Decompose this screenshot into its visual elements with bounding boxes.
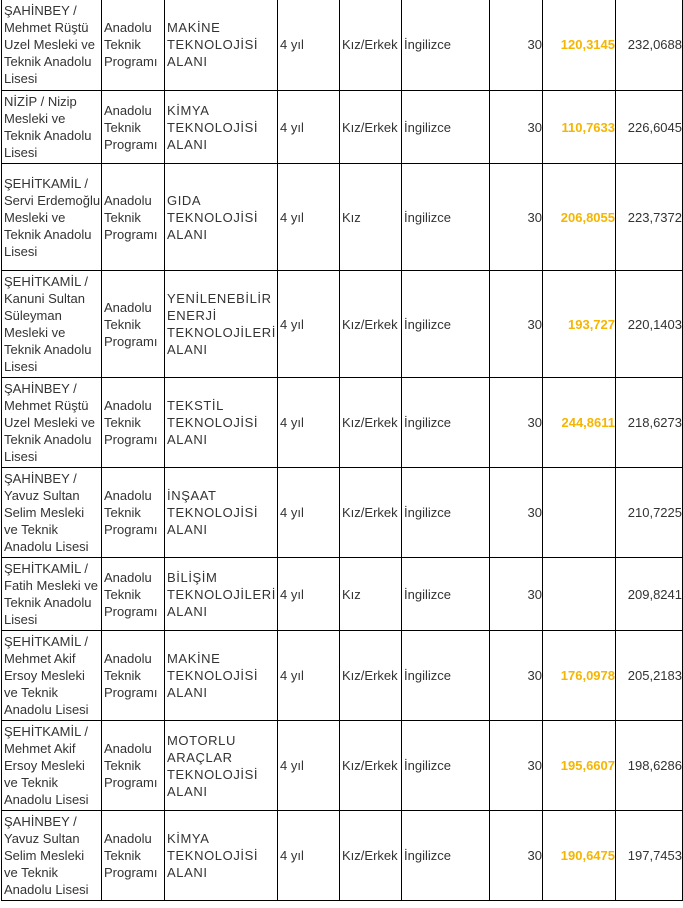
gender-cell: Kız/Erkek	[340, 721, 402, 811]
school-name-cell: NİZİP / Nizip Mesleki ve Teknik Anadolu Lisesi	[2, 91, 102, 164]
table-row	[2, 721, 683, 811]
field-name-cell: KİMYA TEKNOLOJİSİ ALANI	[165, 811, 278, 901]
language-cell: İngilizce	[402, 0, 490, 91]
score-cell: 220,1403	[616, 271, 683, 378]
highlighted-score-cell	[543, 468, 616, 558]
school-name-cell: ŞEHİTKAMİL / Servi Erdemoğlu Mesleki ve Teknik Anadolu Lisesi	[2, 164, 102, 271]
field-name-cell: MOTORLU ARAÇLAR TEKNOLOJİSİ ALANI	[165, 721, 278, 811]
highlighted-score-cell: 120,3145	[543, 0, 616, 91]
table-row	[2, 811, 683, 901]
program-type-cell: Anadolu Teknik Programı	[102, 631, 165, 721]
gender-cell: Kız/Erkek	[340, 811, 402, 901]
program-type-cell: Anadolu Teknik Programı	[102, 271, 165, 378]
language-cell: İngilizce	[402, 631, 490, 721]
score-cell: 226,6045	[616, 91, 683, 164]
gender-cell: Kız/Erkek	[340, 378, 402, 468]
score-cell: 209,8241	[616, 558, 683, 631]
school-name-cell: ŞEHİTKAMİL / Kanuni Sultan Süleyman Mesleki ve Teknik Anadolu Lisesi	[2, 271, 102, 378]
language-cell: İngilizce	[402, 378, 490, 468]
gender-cell: Kız	[340, 558, 402, 631]
school-name-cell: ŞAHİNBEY / Yavuz Sultan Selim Mesleki ve Teknik Anadolu Lisesi	[2, 811, 102, 901]
program-type-cell: Anadolu Teknik Programı	[102, 811, 165, 901]
table-row	[2, 468, 683, 558]
table-row	[2, 164, 683, 271]
highlighted-score-cell: 190,6475	[543, 811, 616, 901]
score-cell: 223,7372	[616, 164, 683, 271]
quota-cell: 30	[490, 721, 543, 811]
language-cell: İngilizce	[402, 811, 490, 901]
field-name-cell: KİMYA TEKNOLOJİSİ ALANI	[165, 91, 278, 164]
field-name-cell: MAKİNE TEKNOLOJİSİ ALANI	[165, 631, 278, 721]
score-cell: 210,7225	[616, 468, 683, 558]
quota-cell: 30	[490, 558, 543, 631]
table-row	[2, 378, 683, 468]
gender-cell: Kız	[340, 164, 402, 271]
quota-cell: 30	[490, 468, 543, 558]
field-name-cell: GIDA TEKNOLOJİSİ ALANI	[165, 164, 278, 271]
table-row	[2, 631, 683, 721]
field-name-cell: MAKİNE TEKNOLOJİSİ ALANI	[165, 0, 278, 91]
school-name-cell: ŞAHİNBEY / Mehmet Rüştü Uzel Mesleki ve Teknik Anadolu Lisesi	[2, 378, 102, 468]
school-name-cell: ŞEHİTKAMİL / Mehmet Akif Ersoy Mesleki ve Teknik Anadolu Lisesi	[2, 631, 102, 721]
duration-cell: 4 yıl	[278, 631, 340, 721]
program-type-cell: Anadolu Teknik Programı	[102, 558, 165, 631]
school-name-cell: ŞAHİNBEY / Yavuz Sultan Selim Mesleki ve Teknik Anadolu Lisesi	[2, 468, 102, 558]
duration-cell: 4 yıl	[278, 721, 340, 811]
duration-cell: 4 yıl	[278, 0, 340, 91]
gender-cell: Kız/Erkek	[340, 91, 402, 164]
highlighted-score-cell: 195,6607	[543, 721, 616, 811]
highlighted-score-cell: 110,7633	[543, 91, 616, 164]
field-name-cell: YENİLENEBİLİR ENERJİ TEKNOLOJİLERİ ALANI	[165, 271, 278, 378]
field-name-cell: BİLİŞİM TEKNOLOJİLERİ ALANI	[165, 558, 278, 631]
school-name-cell: ŞEHİTKAMİL / Fatih Mesleki ve Teknik Anadolu Lisesi	[2, 558, 102, 631]
quota-cell: 30	[490, 0, 543, 91]
language-cell: İngilizce	[402, 271, 490, 378]
table-row	[2, 558, 683, 631]
quota-cell: 30	[490, 378, 543, 468]
quota-cell: 30	[490, 811, 543, 901]
table-row	[2, 0, 683, 91]
table-row	[2, 91, 683, 164]
duration-cell: 4 yıl	[278, 378, 340, 468]
language-cell: İngilizce	[402, 91, 490, 164]
table-row	[2, 271, 683, 378]
highlighted-score-cell	[543, 558, 616, 631]
score-cell: 218,6273	[616, 378, 683, 468]
program-type-cell: Anadolu Teknik Programı	[102, 468, 165, 558]
duration-cell: 4 yıl	[278, 271, 340, 378]
program-type-cell: Anadolu Teknik Programı	[102, 164, 165, 271]
score-cell: 205,2183	[616, 631, 683, 721]
quota-cell: 30	[490, 164, 543, 271]
school-name-cell: ŞAHİNBEY / Mehmet Rüştü Uzel Mesleki ve Teknik Anadolu Lisesi	[2, 0, 102, 91]
school-table	[1, 0, 683, 901]
quota-cell: 30	[490, 91, 543, 164]
language-cell: İngilizce	[402, 558, 490, 631]
duration-cell: 4 yıl	[278, 164, 340, 271]
duration-cell: 4 yıl	[278, 811, 340, 901]
gender-cell: Kız/Erkek	[340, 271, 402, 378]
duration-cell: 4 yıl	[278, 468, 340, 558]
score-cell: 198,6286	[616, 721, 683, 811]
program-type-cell: Anadolu Teknik Programı	[102, 721, 165, 811]
duration-cell: 4 yıl	[278, 558, 340, 631]
gender-cell: Kız/Erkek	[340, 0, 402, 91]
duration-cell: 4 yıl	[278, 91, 340, 164]
language-cell: İngilizce	[402, 721, 490, 811]
school-name-cell: ŞEHİTKAMİL / Mehmet Akif Ersoy Mesleki ve Teknik Anadolu Lisesi	[2, 721, 102, 811]
program-type-cell: Anadolu Teknik Programı	[102, 378, 165, 468]
gender-cell: Kız/Erkek	[340, 631, 402, 721]
highlighted-score-cell: 193,727	[543, 271, 616, 378]
highlighted-score-cell: 206,8055	[543, 164, 616, 271]
field-name-cell: TEKSTİL TEKNOLOJİSİ ALANI	[165, 378, 278, 468]
gender-cell: Kız/Erkek	[340, 468, 402, 558]
field-name-cell: İNŞAAT TEKNOLOJİSİ ALANI	[165, 468, 278, 558]
quota-cell: 30	[490, 631, 543, 721]
score-cell: 197,7453	[616, 811, 683, 901]
language-cell: İngilizce	[402, 468, 490, 558]
quota-cell: 30	[490, 271, 543, 378]
language-cell: İngilizce	[402, 164, 490, 271]
highlighted-score-cell: 244,8611	[543, 378, 616, 468]
program-type-cell: Anadolu Teknik Programı	[102, 0, 165, 91]
highlighted-score-cell: 176,0978	[543, 631, 616, 721]
score-cell: 232,0688	[616, 0, 683, 91]
program-type-cell: Anadolu Teknik Programı	[102, 91, 165, 164]
